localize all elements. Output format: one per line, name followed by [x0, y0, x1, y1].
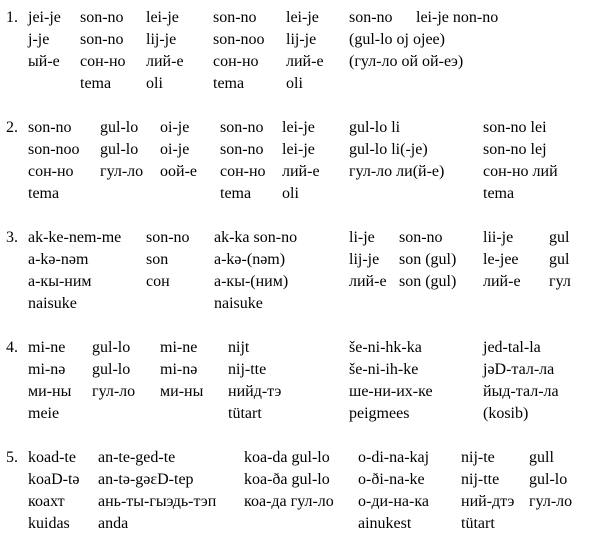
word: сон-но: [80, 53, 126, 70]
word: лий-е: [483, 273, 521, 290]
word: лий-е: [282, 163, 320, 180]
word: koaD-tə: [28, 471, 80, 488]
word: son-no: [80, 9, 124, 26]
word: koa-ða gul-lo: [244, 471, 330, 488]
word: j-je: [28, 31, 50, 48]
word: mi-nə: [160, 361, 198, 378]
word: ань-ты-гыэдь-тэп: [98, 493, 217, 510]
word: son-no: [213, 9, 257, 26]
word: kuidas: [28, 515, 70, 532]
word: сон-но: [213, 53, 259, 70]
word: лий-е: [349, 273, 387, 290]
word: an-tə-gəɛD-tep: [98, 471, 194, 488]
word: še-ni-ih-ke: [349, 361, 419, 378]
word: a-kə-(nəm): [214, 251, 286, 268]
word: nij-tte: [461, 471, 500, 488]
word: lij-je: [146, 31, 177, 48]
word: коа-да гул-ло: [244, 493, 334, 510]
word: mi-ne: [28, 339, 66, 356]
word: tütart: [228, 405, 262, 422]
word: mi-ne: [160, 339, 198, 356]
word: son-no: [146, 229, 190, 246]
word: tema: [213, 75, 245, 92]
word: о-ди-на-ка: [358, 493, 429, 510]
word: gul: [549, 251, 570, 268]
word: tema: [220, 185, 252, 202]
word: gul-lo li: [349, 119, 401, 136]
word: a-kə-nəm: [28, 251, 89, 268]
word: nij-te: [461, 449, 495, 466]
word: гул-ло: [529, 493, 573, 510]
word: lei-je: [282, 119, 315, 136]
word: ми-ны: [160, 383, 204, 400]
word: ми-ны: [28, 383, 72, 400]
word: ше-ни-их-ке: [349, 383, 433, 400]
word: naisuke: [214, 295, 263, 312]
word: mi-nə: [28, 361, 66, 378]
word: meie: [28, 405, 60, 422]
word: gull: [529, 449, 554, 466]
word: son-noo: [213, 31, 265, 48]
word: naisuke: [28, 295, 77, 312]
word: an-te-ged-te: [98, 449, 176, 466]
word: (gul-lo oj ojee): [349, 31, 445, 48]
word: son (gul): [399, 273, 457, 290]
word: gul-lo: [92, 339, 131, 356]
word: лий-е: [286, 53, 324, 70]
block-number: 5.: [6, 449, 18, 466]
word: оой-е: [160, 163, 197, 180]
word: lei-je: [282, 141, 315, 158]
word: tema: [80, 75, 112, 92]
word: lei-je non-no: [416, 9, 499, 26]
word: koad-te: [28, 449, 76, 466]
word: коахт: [28, 493, 65, 510]
word: gul-lo: [92, 361, 131, 378]
word: son-no lej: [483, 141, 547, 158]
word: ak-ka son-no: [214, 229, 298, 246]
block-number: 3.: [6, 229, 18, 246]
word: son: [146, 251, 169, 268]
word: гул-ло: [100, 163, 144, 180]
block-number: 1.: [6, 9, 18, 26]
word: tema: [28, 185, 60, 202]
word: gul-lo: [100, 141, 139, 158]
word: peigmees: [349, 405, 410, 422]
word: гул-ло ли(й-е): [349, 163, 445, 180]
word: oli: [282, 185, 299, 202]
word: son-no: [220, 141, 264, 158]
word: нийд-тэ: [228, 383, 282, 400]
block-number: 2.: [6, 119, 18, 136]
word: še-ni-hk-ka: [349, 339, 422, 356]
word: йыд-тал-ла: [483, 383, 559, 400]
word: ainukest: [358, 515, 412, 532]
word: oli: [286, 75, 303, 92]
word: а-кы-ним: [28, 273, 92, 290]
word: сон: [146, 273, 170, 290]
word: ak-ke-nem-me: [28, 229, 122, 246]
word: jed-tal-la: [483, 339, 541, 356]
word: koa-da gul-lo: [244, 449, 330, 466]
word: лий-е: [146, 53, 184, 70]
word: tema: [483, 185, 515, 202]
word: lij-je: [349, 251, 380, 268]
word: ний-дтэ: [461, 493, 515, 510]
word: gul-lo li(-je): [349, 141, 428, 158]
word: (гул-ло ой ой-еэ): [349, 53, 464, 70]
word: o-ði-na-ke: [358, 471, 425, 488]
word: son-no: [80, 31, 124, 48]
word: nijt: [228, 339, 250, 356]
word: anda: [98, 515, 129, 532]
word: сон-но лий: [483, 163, 558, 180]
word: oli: [146, 75, 163, 92]
word: gul: [549, 229, 570, 246]
word: son-no: [220, 119, 264, 136]
word: гул: [549, 273, 571, 290]
word: son-no: [28, 119, 72, 136]
word: son-no: [349, 9, 393, 26]
word: gul-lo: [529, 471, 568, 488]
word: son (gul): [399, 251, 457, 268]
word: jəD-тал-ла: [483, 361, 555, 378]
word: lei-je: [286, 9, 319, 26]
word: lei-je: [146, 9, 179, 26]
word: гул-ло: [92, 383, 136, 400]
word: а-кы-(ним): [214, 273, 289, 290]
word: le-jee: [483, 251, 519, 268]
word: o-di-na-kaj: [358, 449, 430, 466]
word: nij-tte: [228, 361, 267, 378]
word: son-no: [399, 229, 443, 246]
word: ый-е: [28, 53, 60, 70]
word: (kosib): [483, 405, 529, 422]
word: son-noo: [28, 141, 80, 158]
word: son-no lei: [483, 119, 547, 136]
word: сон-но: [220, 163, 266, 180]
word: lij-je: [286, 31, 317, 48]
word: oi-je: [160, 141, 190, 158]
block-number: 4.: [6, 339, 18, 356]
word: li-je: [349, 229, 375, 246]
word: lii-je: [483, 229, 514, 246]
word: сон-но: [28, 163, 74, 180]
word: tütart: [461, 515, 495, 532]
word: oi-je: [160, 119, 190, 136]
word: gul-lo: [100, 119, 139, 136]
word: jei-je: [28, 9, 61, 26]
